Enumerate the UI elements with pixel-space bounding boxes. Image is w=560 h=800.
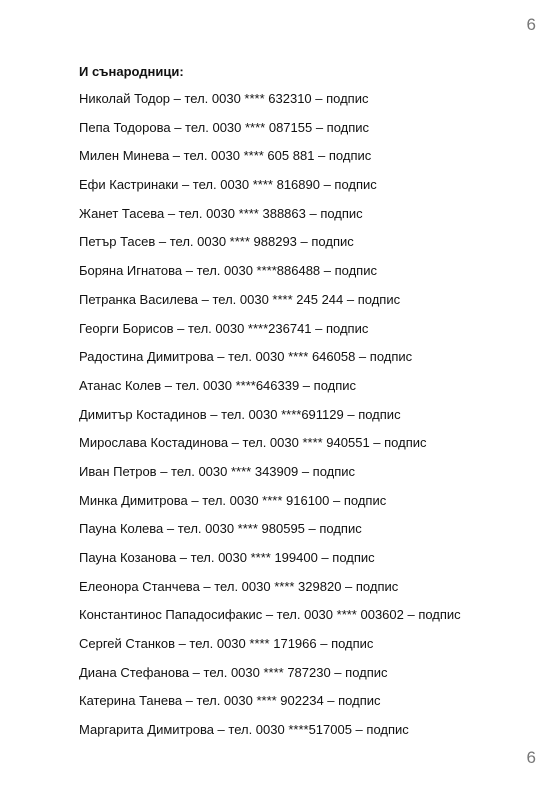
signer-entry: Мирослава Костадинова – тел. 0030 **** 940551 – подпис [79,435,427,451]
signer-entry: Елеонора Станчева – тел. 0030 **** 329820 – подпис [79,578,399,594]
signer-entry: Радостина Димитрова – тел. 0030 **** 646058 – подпис [79,349,413,365]
signers-section [79,63,539,750]
signer-entry: Георги Борисов – тел. 0030 ****236741 – подпис [79,320,369,336]
signer-entry: Димитър Костадинов – тел. 0030 ****691129 – подпис [79,406,401,422]
section-heading: И сънародници: [79,64,184,79]
signer-entry: Боряна Игнатова – тел. 0030 ****886488 – подпис [79,263,377,279]
signer-entry: Николай Тодор – тел. 0030 **** 632310 – подпис [79,91,369,106]
page-number-top: 6 [526,15,536,34]
signer-entry: Милен Минева – тел. 0030 **** 605 881 – подпис [79,148,372,164]
signer-entry: Петър Тасев – тел. 0030 **** 988293 – подпис [79,234,354,250]
signer-entry: Петранка Василева – тел. 0030 **** 245 244 – подпис [79,291,401,307]
signer-entry: Маргарита Димитрова – тел. 0030 ****517005 – подпис [79,722,409,738]
signer-entry: Диана Стефанова – тел. 0030 **** 787230 – подпис [79,664,388,680]
signer-entry: Сергей Станков – тел. 0030 **** 171966 – подпис [79,636,374,652]
signer-entry: Жанет Тасева – тел. 0030 **** 388863 – подпис [79,205,363,221]
signer-entry: Константинос Пападосифакис – тел. 0030 **** 003602 – подпис [79,607,461,623]
signers-list [79,90,539,738]
signer-entry: Атанас Колев – тел. 0030 ****646339 – подпис [79,377,357,393]
signer-entry: Пауна Козанова – тел. 0030 **** 199400 – подпис [79,550,375,565]
signer-entry: Катерина Танева – тел. 0030 **** 902234 – подпис [79,693,381,709]
signer-entry: Ефи Кастринаки – тел. 0030 **** 816890 – подпис [79,177,377,193]
signer-entry: Иван Петров – тел. 0030 **** 343909 – подпис [79,463,356,479]
signer-entry: Пепа Тодорова – тел. 0030 **** 087155 – подпис [79,119,370,135]
signer-entry: Минка Димитрова – тел. 0030 **** 916100 – подпис [79,492,387,508]
signer-entry: Пауна Колева – тел. 0030 **** 980595 – подпис [79,521,362,537]
page-number-bottom: 6 [526,748,536,767]
